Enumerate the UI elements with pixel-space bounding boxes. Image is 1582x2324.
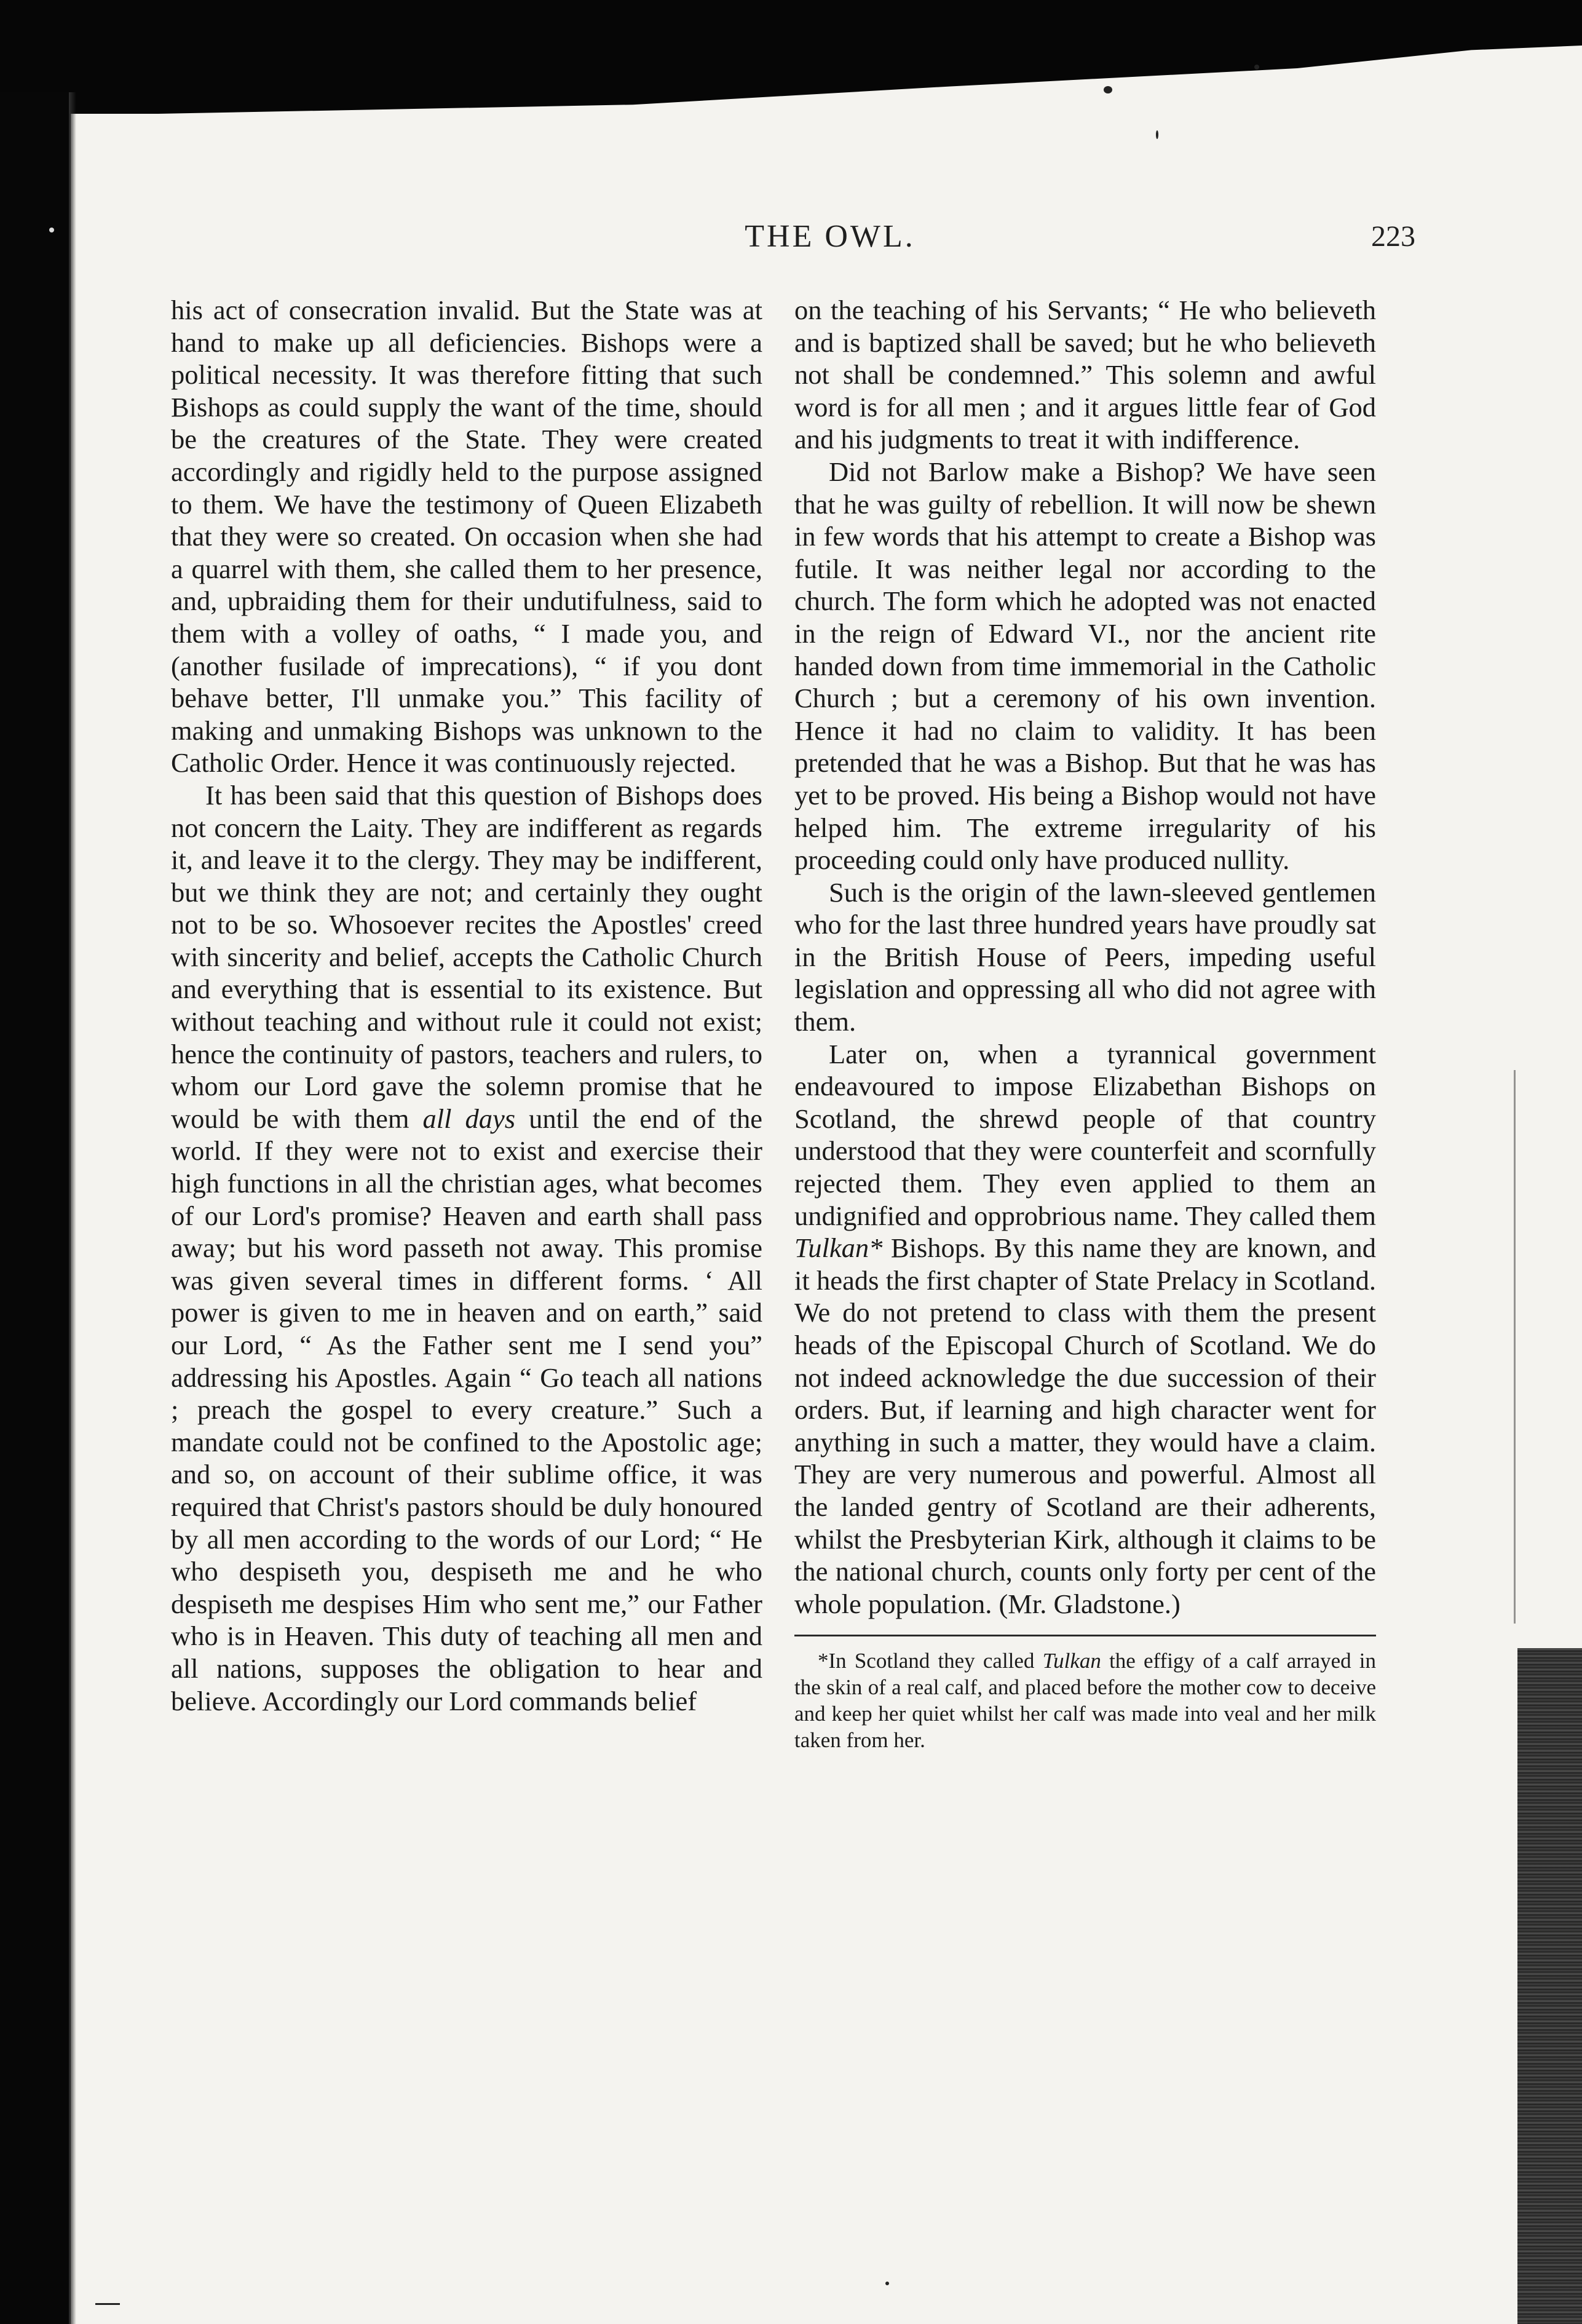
italic-phrase: all days [422,1103,516,1134]
paragraph [171,779,762,1717]
page-number: 223 [1371,220,1415,253]
scan-speck [885,2282,889,2285]
paragraph [794,1038,1376,1620]
paragraph-text: Later on, when a tyrannical government endeavoured to impose Elizabethan Bishops on Scotland, the shrewd people of that country understood that they were counterfeit and scornfully rejected them. They even applied to them an undignified and opprobrious name. They called them [794,1038,1376,1231]
scan-speck [1254,65,1259,69]
paragraph: Did not Barlow make a Bishop? We have seen that he was guilty of rebellion. It will now be shewn in few words that his attempt to create a Bishop was futile. It was neither legal nor according to the church. The form which he adopted was not enacted in the reign of Edward VI., nor the ancient rite handed down from time immemorial in the Catholic Church ; but a ceremony of his own invention. Hence it had no claim to validity. It has been pretended that he was a Bishop. But that he was has yet to be proved. His being a Bishop would not have helped him. The extreme irregularity of his proceeding could only have produced nullity. [794,456,1376,876]
scan-border-top [0,0,1582,114]
footnote-text: *In Scotland they called [818,1649,1035,1673]
footnote-rule [794,1635,1376,1636]
paragraph-text: until the end of the world. If they were not to exist and exercise their high functions in all the christian ages, what becomes of our Lord's promise? Heaven and earth shall pass away; but his word passeth not away. This promise was given several times in different forms. ‘ All power is given to me in heaven and on earth,” said our Lord, “ As the Father sent me I send you” addressing his Apostles. Again “ Go teach all nations ; preach the gospel to every creature.” Such a mandate could not be confined to the Apostolic age; and so, on account of their sublime office, it was required that Christ's pastors should be duly honoured by all men according to the words of our Lord; “ He who despiseth you, despiseth me and he who despiseth me despises Him who sent me,” our Father who is in Heaven. This duty of teaching all men and all nations, supposes the obligation to hear and believe. Accordingly our Lord commands belief [171,1103,762,1716]
left-column [171,294,762,1717]
scan-border-right [1517,1648,1582,2324]
footnote [794,1648,1376,1753]
scan-speck [95,2303,120,2305]
running-head [80,218,1580,268]
journal-title: THE OWL. [745,219,916,254]
scan-speck [49,228,54,232]
paragraph: his act of consecration invalid. But the State was at hand to make up all deficiencies. Bishops were a political necessity. It was therefore fitting that such Bishops as could supply the want of the time, should be the creatures of the State. They were created accordingly and rigidly held to the purpose assigned to them. We have the testimony of Queen Elizabeth that they were so created. On occasion when she had a quarrel with them, she called them to her presence, and, upbraiding them for their undutifulness, said to them with a volley of oaths, “ I made you, and (another fusilade of imprecations), “ if you dont behave better, I'll unmake you.” This facility of making and unmaking Bishops was unknown to the Catholic Order. Hence it was continuously rejected. [171,295,762,779]
italic-phrase: Tulkan* [794,1232,883,1264]
italic-phrase: Tulkan [1042,1649,1101,1673]
paragraph-text: Bishops. By this name they are known, and it heads the first chapter of State Prelacy in Scotland. We do not pretend to class with them the present heads of the Episcopal Church of Scotland. We do not indeed acknowledge the due succession of their orders. But, if learning and high character went for anything in such a matter, they would have a claim. They are very numerous and powerful. Almost all the landed gentry of Scotland are their adherents, whilst the Presbyterian Kirk, although it claims to be the national church, counts only forty per cent of the whole population. (Mr. Gladstone.) [794,1232,1376,1619]
scan-margin-mark [1514,1070,1516,1624]
scan-border-left-edge [69,92,76,2324]
footnote-text: the effigy of a calf arrayed in the skin of a real calf, and placed before the mother cow to deceive and keep her quiet whilst her calf was made into veal and her milk taken from her. [794,1649,1377,1753]
paragraph-text: It has been said that this question of Bishops does not concern the Laity. They are indifferent as regards it, and leave it to the clergy. They may be indifferent, but we think they are not; and certainly they ought not to be so. Whosoever recites the Apostles' creed with sincerity and belief, accepts the Catholic Church and everything that is essential to its existence. But without teaching and without rule it could not exist; hence the continuity of pastors, teachers and rulers, to whom our Lord gave the solemn promise that he would be with them [171,779,762,1134]
scan-speck [1104,86,1112,93]
paragraph: on the teaching of his Servants; “ He who believeth and is baptized shall be saved; but he who believeth not shall be condemned.” This solemn and awful word is for all men ; and it argues little fear of God and his judgments to treat it with indifference. [794,295,1376,455]
right-column [794,294,1376,1753]
paragraph: Such is the origin of the lawn-sleeved gentlemen who for the last three hundred years have proudly sat in the British House of Peers, impeding useful legislation and oppressing all who did not agree with them. [794,876,1376,1037]
scan-speck [1156,130,1158,139]
scan-border-left [0,92,71,2324]
